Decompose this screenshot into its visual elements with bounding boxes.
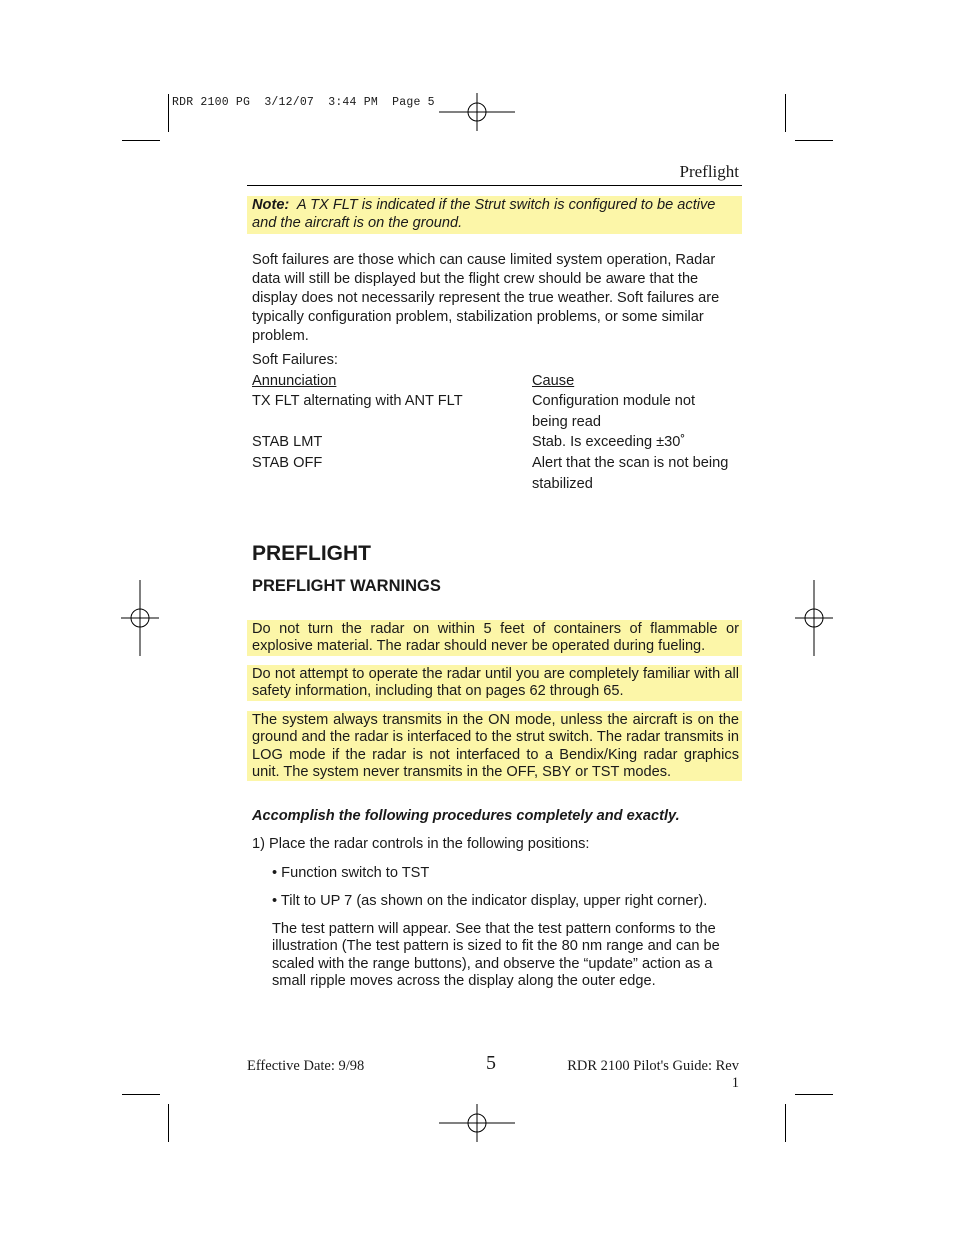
- test-pattern-paragraph: The test pattern will appear. See that the test pattern conforms to the illustration (The test pattern is sized to fit the 80 nm range and can be scaled with the range buttons), and observe the “update” action as a small ripple moves across the display along the outer edge.: [272, 921, 720, 990]
- running-header: Preflight: [679, 162, 739, 181]
- list-item: • Tilt to UP 7 (as shown on the indicator display, upper right corner).: [272, 893, 708, 909]
- procedure-step: 1) Place the radar controls in the following positions:: [252, 836, 590, 852]
- table-cell-annunciation: TX FLT alternating with ANT FLT: [252, 393, 463, 409]
- page-number: 5: [486, 1052, 496, 1074]
- warning-paragraph: The system always transmits in the ON mode, unless the aircraft is on the ground and the radar is interfaced to the strut switch. The radar transmits in LOG mode if the radar is not interfaced to a Bendix/King radar graphics unit. The system never transmits in the OFF, SBY or TST modes.: [247, 711, 742, 781]
- cause-line: stabilized: [532, 475, 593, 492]
- list-item: • Function switch to TST: [272, 865, 430, 881]
- table-cell-cause: [532, 391, 695, 432]
- table-cell-cause: Stab. Is exceeding ±30˚: [532, 434, 686, 450]
- warning-paragraph: Do not turn the radar on within 5 feet of containers of flammable or explosive material. The radar should never be operated during fueling.: [247, 620, 742, 656]
- table-cell-cause: [532, 453, 728, 494]
- print-slug: RDR 2100 PG 3/12/07 3:44 PM Page 5: [172, 96, 435, 109]
- warning-paragraph: Do not attempt to operate the radar until you are completely familiar with all safety information, including that on pages 62 through 65.: [247, 665, 742, 701]
- crop-mark: [785, 1104, 786, 1142]
- table-header-cause: Cause: [532, 373, 575, 389]
- soft-failures-heading: Soft Failures:: [252, 352, 338, 368]
- registration-mark-icon: [439, 93, 515, 131]
- table-cell-annunciation: STAB OFF: [252, 455, 323, 471]
- subsection-title: PREFLIGHT WARNINGS: [252, 577, 441, 595]
- crop-mark: [122, 1094, 160, 1095]
- table-cell-annunciation: STAB LMT: [252, 434, 323, 450]
- section-title: PREFLIGHT: [252, 542, 371, 565]
- crop-mark: [122, 140, 160, 141]
- procedure-heading: Accomplish the following procedures completely and exactly.: [252, 808, 680, 824]
- table-header-annunciation: Annunciation: [252, 373, 337, 389]
- note-text: A TX FLT is indicated if the Strut switch is configured to be active and the aircraft is on the ground.: [252, 197, 716, 231]
- footer-effective-date: Effective Date: 9/98: [247, 1058, 365, 1074]
- crop-mark: [785, 94, 786, 132]
- header-rule: [247, 185, 742, 186]
- registration-mark-icon: [795, 580, 833, 656]
- cause-line: being read: [532, 413, 601, 430]
- registration-mark-icon: [439, 1104, 515, 1142]
- note-box: [247, 196, 742, 234]
- note-label: Note:: [252, 197, 290, 213]
- crop-mark: [168, 1104, 169, 1142]
- crop-mark: [168, 94, 169, 132]
- crop-mark: [795, 140, 833, 141]
- footer-guide-title: RDR 2100 Pilot's Guide: Rev 1: [567, 1058, 739, 1091]
- soft-failures-intro: Soft failures are those which can cause limited system operation, Radar data will still be displayed but the flight crew should be aware that the display does not necessarily represent the true weather. Soft failures are typically configuration problem, stabilization problems, or some similar problem.: [252, 252, 720, 344]
- crop-mark: [795, 1094, 833, 1095]
- cause-line: Alert that the scan is not being: [532, 455, 729, 471]
- registration-mark-icon: [121, 580, 159, 656]
- cause-line: Configuration module not: [532, 393, 696, 409]
